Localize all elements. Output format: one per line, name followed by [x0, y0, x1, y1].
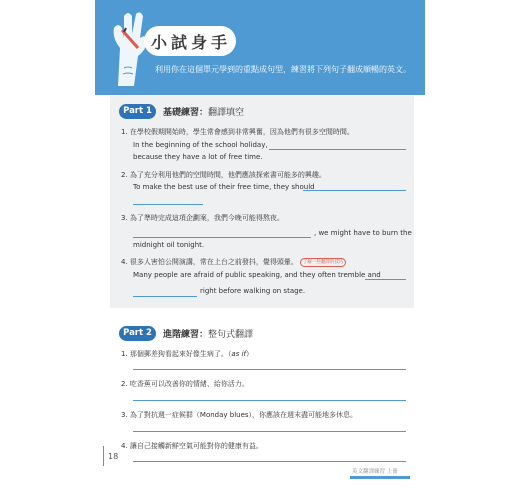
p1-question-3: 3. 為了準時完成這項企劃案，我們今晚可能得熬夜。 — [121, 214, 284, 222]
p1-answer-4b: right before walking on stage. — [200, 287, 306, 295]
part1-title: 基礎練習：翻譯填空 — [163, 108, 245, 118]
p2-answer-line-3[interactable] — [133, 431, 406, 432]
p1-question-4: 4. 很多人害怕公開演講，常在上台之前發抖，覺得頭暈。 了解一些翻譯的技巧 — [121, 257, 346, 267]
p1-question-2: 2. 為了充分利用他們的空閒時間，他們應該探索書可能多的興趣。 — [121, 171, 326, 179]
p1-blank-4a[interactable] — [365, 279, 406, 280]
p1-answer-3b: midnight oil tonight. — [133, 241, 205, 249]
page-number-divider — [103, 446, 104, 466]
p2-question-2: 2. 吃香蕉可以改善你的情緒、給你活力。 — [121, 380, 249, 388]
p2-question-1: 1. 那個郵差狗看起來好像生病了。（as if） — [121, 350, 253, 358]
part2-title: 進階練習：整句式翻譯 — [163, 330, 254, 340]
page-subtitle: 利用你在這個單元學到的重點成句型，練習將下列句子翻成順暢的英文。 — [155, 65, 411, 74]
p1-blank-1a[interactable] — [269, 149, 406, 150]
book-title: 英文翻譯練習 上冊 — [352, 469, 398, 475]
p1-blank-3a[interactable] — [133, 237, 311, 238]
translation-tip-badge: 了解一些翻譯的技巧 — [300, 258, 347, 267]
p1-blank-2b[interactable] — [133, 204, 203, 205]
p1-answer-1a: In the beginning of the school holiday, — [133, 141, 268, 149]
p2-question-3: 3. 為了對抗週一症候群（Monday blues），你應該在週末盡可能地多休息。 — [121, 411, 358, 419]
p1-answer-3a: , we might have to burn the — [314, 229, 412, 237]
part2-badge: Part 2 — [119, 326, 156, 341]
p1-answer-2a: To make the best use of their free time, they should — [133, 183, 315, 191]
p1-question-1: 1. 在學校假期開始時，學生常會感到非常興奮，因為他們有很多空閒時間。 — [121, 128, 354, 136]
footer-accent-bar — [350, 476, 410, 479]
p2-answer-line-4[interactable] — [133, 461, 406, 462]
p1-answer-4a: Many people are afraid of public speaking, and they often tremble and — [133, 271, 381, 279]
p2-answer-line-1[interactable] — [133, 369, 406, 370]
p1-answer-1b: because they have a lot of free time. — [133, 153, 263, 161]
p1-blank-2a[interactable] — [303, 190, 406, 191]
page-number: 18 — [108, 452, 119, 461]
p2-question-4: 4. 讓自己接觸新鮮空氣可能對你的健康有益。 — [121, 442, 263, 450]
p1-blank-4b[interactable] — [133, 296, 197, 297]
part1-badge: Part 1 — [119, 104, 156, 119]
page-title: 小試身手 — [151, 33, 232, 52]
p2-answer-line-2[interactable] — [133, 400, 406, 401]
